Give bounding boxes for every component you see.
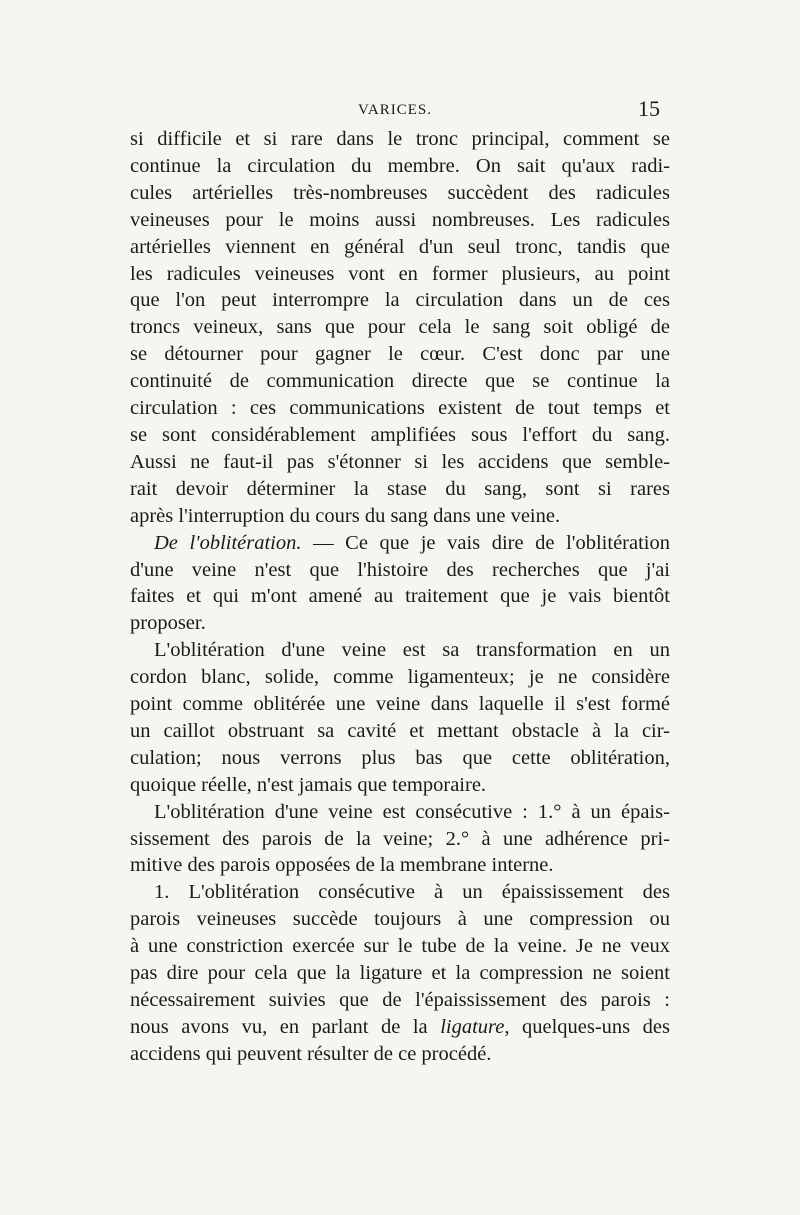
text-segment: quoique réelle, n'est jamais que temporaire. bbox=[130, 773, 487, 796]
text-line bbox=[130, 637, 670, 664]
text-line bbox=[130, 610, 670, 637]
text-segment: continue la circulation du membre. On sait qu'aux radi- bbox=[130, 154, 670, 177]
body-text bbox=[130, 126, 670, 1068]
text-segment: nécessairement suivies que de l'épaississement des parois : bbox=[130, 989, 670, 1011]
italic-text: De l'oblitération. bbox=[154, 531, 302, 554]
text-line bbox=[130, 261, 670, 288]
text-line bbox=[130, 341, 670, 368]
text-segment: , quelques-uns des bbox=[504, 1015, 670, 1038]
text-line bbox=[130, 691, 670, 718]
text-line bbox=[130, 503, 670, 530]
text-line bbox=[130, 933, 670, 960]
text-line bbox=[130, 1041, 670, 1068]
text-line bbox=[130, 314, 670, 341]
running-title: VARICES. bbox=[358, 102, 432, 118]
text-line bbox=[130, 1014, 670, 1041]
text-segment: si difficile et si rare dans le tronc principal, comment se bbox=[130, 128, 670, 150]
text-segment: pas dire pour cela que la ligature et la compression ne soient bbox=[130, 962, 670, 985]
text-segment: continuité de communication directe que se continue la bbox=[130, 370, 670, 393]
text-line bbox=[130, 180, 670, 207]
text-line bbox=[130, 126, 670, 153]
text-segment: rait devoir déterminer la stase du sang, sont si rares bbox=[130, 477, 670, 500]
text-segment: un caillot obstruant sa cavité et mettant obstacle à la cir- bbox=[130, 719, 670, 742]
text-segment: L'oblitération d'une veine est consécutive : 1.° à un épais- bbox=[154, 800, 670, 823]
text-segment: mitive des parois opposées de la membrane interne. bbox=[130, 854, 554, 877]
text-line bbox=[130, 772, 670, 799]
text-line bbox=[130, 745, 670, 772]
text-line bbox=[130, 368, 670, 395]
text-line bbox=[130, 557, 670, 584]
text-line bbox=[130, 287, 670, 314]
text-line bbox=[130, 476, 670, 503]
text-segment: que l'on peut interrompre la circulation dans un de ces bbox=[130, 289, 670, 312]
text-line bbox=[130, 987, 670, 1014]
text-segment: troncs veineux, sans que pour cela le sang soit obligé de bbox=[130, 316, 670, 339]
text-line bbox=[130, 960, 670, 987]
text-line bbox=[130, 395, 670, 422]
text-segment: d'une veine n'est que l'histoire des recherches que j'ai bbox=[130, 558, 670, 581]
text-segment: Aussi ne faut-il pas s'étonner si les accidens que semble- bbox=[130, 450, 670, 473]
text-segment: se détourner pour gagner le cœur. C'est donc par une bbox=[130, 343, 670, 366]
text-segment: 1. L'oblitération consécutive à un épaississement des bbox=[154, 881, 670, 904]
text-segment: faites et qui m'ont amené au traitement que je vais bientôt bbox=[130, 585, 670, 608]
text-segment: parois veineuses succède toujours à une compression ou bbox=[130, 908, 670, 931]
text-line bbox=[130, 879, 670, 906]
text-line bbox=[130, 207, 670, 234]
text-segment: sissement des parois de la veine; 2.° à une adhérence pri- bbox=[130, 827, 670, 850]
text-line bbox=[130, 826, 670, 853]
text-line bbox=[130, 530, 670, 557]
text-line bbox=[130, 906, 670, 933]
text-segment: circulation : ces communications existent de tout temps et bbox=[130, 397, 670, 420]
text-line bbox=[130, 799, 670, 826]
text-segment: nous avons vu, en parlant de la bbox=[130, 1015, 441, 1038]
page-number: 15 bbox=[638, 96, 660, 121]
text-segment: accidens qui peuvent résulter de ce procédé. bbox=[130, 1042, 492, 1065]
text-line bbox=[130, 852, 670, 879]
text-segment: proposer. bbox=[130, 612, 206, 635]
text-line bbox=[130, 422, 670, 449]
text-line bbox=[130, 234, 670, 261]
text-segment: les radicules veineuses vont en former plusieurs, au point bbox=[130, 262, 670, 285]
text-segment: cordon blanc, solide, comme ligamenteux; je ne considère bbox=[130, 666, 670, 689]
text-line bbox=[130, 718, 670, 745]
text-segment: L'oblitération d'une veine est sa transformation en un bbox=[154, 639, 670, 662]
text-segment: après l'interruption du cours du sang dans une veine. bbox=[130, 504, 561, 527]
italic-text: ligature bbox=[440, 1015, 505, 1038]
text-segment: à une constriction exercée sur le tube de la veine. Je ne veux bbox=[130, 935, 670, 958]
text-segment: cules artérielles très-nombreuses succèdent des radicules bbox=[130, 181, 670, 204]
text-line bbox=[130, 664, 670, 691]
text-line bbox=[130, 583, 670, 610]
text-line bbox=[130, 449, 670, 476]
text-line bbox=[130, 153, 670, 180]
page-header bbox=[130, 96, 660, 122]
text-segment: point comme oblitérée une veine dans laquelle il s'est formé bbox=[130, 693, 670, 716]
text-segment: se sont considérablement amplifiées sous l'effort du sang. bbox=[130, 423, 670, 446]
text-segment: — Ce que je vais dire de l'oblitération bbox=[301, 531, 670, 554]
text-segment: culation; nous verrons plus bas que cette oblitération, bbox=[130, 746, 670, 769]
text-segment: veineuses pour le moins aussi nombreuses. Les radicules bbox=[130, 208, 670, 231]
text-segment: artérielles viennent en général d'un seul tronc, tandis que bbox=[130, 235, 670, 258]
